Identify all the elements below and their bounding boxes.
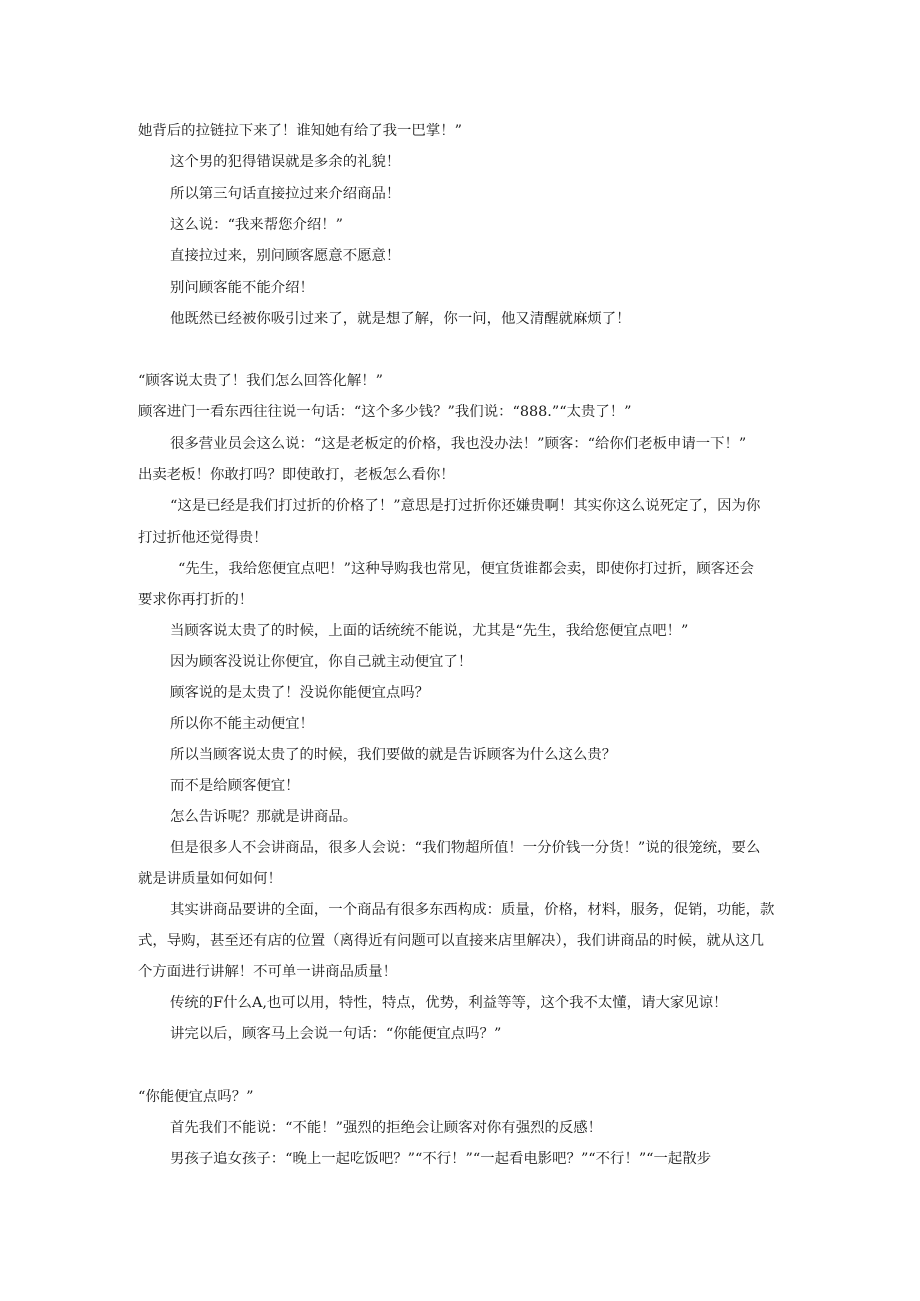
text-line: 这个男的犯得错误就是多余的礼貌！ <box>170 154 401 170</box>
section-heading: “顾客说太贵了！我们怎么回答化解！” <box>138 373 383 389</box>
text-line: 讲完以后，顾客马上会说一句话：“你能便宜点吗？” <box>170 1026 502 1042</box>
text-line: 直接拉过来，别问顾客愿意不愿意！ <box>170 248 401 264</box>
text-line: 男孩子追女孩子：“晚上一起吃饭吧？”“不行！”“一起看电影吧？”“不行！”“一起散步 <box>170 1151 712 1167</box>
section-heading: “你能便宜点吗？” <box>138 1089 254 1105</box>
text-line: 很多营业员会这么说：“这是老板定的价格，我也没办法！”顾客：“给你们老板申请一下！” <box>170 436 747 452</box>
text-line: 打过折他还觉得贵！ <box>138 530 268 546</box>
text-line: 个方面进行讲解！不可单一讲商品质量！ <box>138 964 398 980</box>
text-line: 要求你再打折的！ <box>138 592 254 608</box>
text-line: 别问顾客能不能介绍！ <box>170 280 314 296</box>
text-line: 所以你不能主动便宜！ <box>170 716 314 732</box>
text-line: 出卖老板！你敢打吗？即使敢打，老板怎么看你！ <box>138 467 455 483</box>
text-line: 传统的F什么A,也可以用，特性，特点，优势，利益等等，这个我不太懂，请大家见谅！ <box>170 995 728 1011</box>
text-line: “这是已经是我们打过折的价格了！”意思是打过折你还嫌贵啊！其实你这么说死定了，因为你 <box>170 498 761 514</box>
text-line: “先生，我给您便宜点吧！”这种导购我也常见，便宜货谁都会卖，即使你打过折，顾客还会 <box>178 561 754 577</box>
text-line: 就是讲质量如何如何！ <box>138 871 282 887</box>
text-line: 因为顾客没说让你便宜，你自己就主动便宜了！ <box>170 654 473 670</box>
text-line: 当顾客说太贵了的时候，上面的话统统不能说，尤其是“先生，我给您便宜点吧！” <box>170 623 689 639</box>
text-line: 首先我们不能说：“不能！”强烈的拒绝会让顾客对你有强烈的反感！ <box>170 1120 603 1136</box>
text-line: 顾客进门一看东西往往说一句话：“这个多少钱？”我们说：“888.”“太贵了！” <box>138 404 632 420</box>
text-line: 而不是给顾客便宜！ <box>170 778 300 794</box>
text-line: 顾客说的是太贵了！没说你能便宜点吗？ <box>170 685 430 701</box>
text-line: 他既然已经被你吸引过来了，就是想了解，你一问，他又清醒就麻烦了！ <box>170 311 631 327</box>
text-line: 怎么告诉呢？那就是讲商品。 <box>170 809 358 825</box>
text-line: 但是很多人不会讲商品，很多人会说：“我们物超所值！一分价钱一分货！”说的很笼统，要么 <box>170 840 761 856</box>
text-line: 其实讲商品要讲的全面，一个商品有很多东西构成：质量，价格，材料，服务，促销，功能，款 <box>170 902 775 918</box>
text-line: 这么说：“我来帮您介绍！” <box>170 217 344 233</box>
text-line: 所以第三句话直接拉过来介绍商品！ <box>170 186 401 202</box>
text-line: 她背后的拉链拉下来了！谁知她有给了我一巴掌！” <box>138 123 462 139</box>
text-line: 所以当顾客说太贵了的时候，我们要做的就是告诉顾客为什么这么贵？ <box>170 747 617 763</box>
text-line: 式，导购，甚至还有店的位置（离得近有问题可以直接来店里解决），我们讲商品的时候，就从这几 <box>138 933 764 949</box>
